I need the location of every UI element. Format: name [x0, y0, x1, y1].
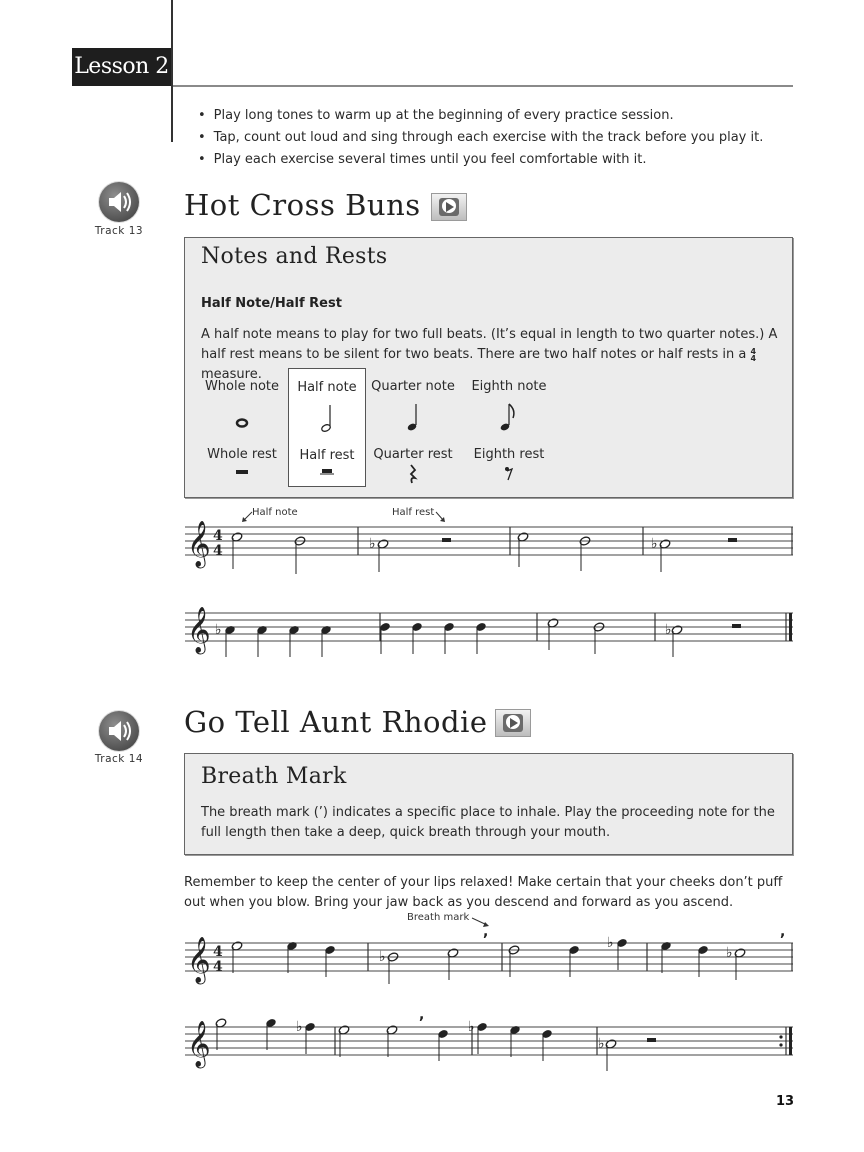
eighth-symbol: Eighth note Eighth rest: [461, 368, 557, 487]
box-text: The breath mark (’) indicates a specific place to inhale. Play the proceeding note for the full length then take a deep, quick breath through your mouth.: [201, 805, 775, 840]
whole-note-icon: [235, 418, 249, 428]
half-rest-icon: [320, 469, 334, 475]
arrow-icon: [470, 915, 492, 929]
quarter-symbol: Quarter note Quarter rest: [367, 368, 459, 487]
svg-text:♭: ♭: [726, 945, 733, 961]
svg-text:♭: ♭: [369, 536, 376, 552]
quarter-rest-icon: [408, 464, 418, 484]
svg-text:♭: ♭: [665, 622, 672, 638]
play-button[interactable]: [431, 193, 467, 221]
breath-mark-icon: ,: [483, 928, 489, 940]
box-title: Notes and Rests: [201, 244, 388, 269]
music-staff: [185, 512, 795, 574]
box-text: A half note means to play for two full beats. (It’s equal in length to two quarter notes.) A half rest means to be silent for two beats. There are two half notes or half rests in a 4 4 measure.: [201, 327, 778, 382]
svg-text:4: 4: [213, 959, 223, 975]
svg-text:♭: ♭: [379, 949, 386, 965]
horizontal-rule: [173, 85, 793, 87]
breath-mark-icon: ,: [780, 928, 786, 940]
annotation-half-rest: Half rest: [392, 507, 435, 518]
svg-text:♭: ♭: [607, 935, 614, 951]
svg-text:4: 4: [213, 944, 223, 960]
quarter-note-icon: [406, 402, 420, 432]
svg-text:♭: ♭: [598, 1036, 605, 1052]
tips-list: [198, 105, 763, 171]
lesson-label: Lesson 2: [72, 48, 171, 86]
box-title: Breath Mark: [201, 764, 347, 789]
annotation-half-note: Half note: [252, 507, 298, 518]
music-staff: [185, 928, 795, 990]
breath-mark-box: [184, 753, 793, 855]
eighth-rest-icon: [504, 466, 514, 482]
track-label: Track 14: [94, 753, 144, 765]
whole-rest-icon: [236, 469, 248, 475]
whole-symbol: Whole note Whole rest: [197, 368, 287, 487]
play-button[interactable]: [495, 709, 531, 737]
instruction-paragraph: Remember to keep the center of your lips relaxed! Make certain that your cheeks don’t puff out when you blow. Bring your jaw back as you descend and forward as you ascend.: [184, 875, 783, 910]
page-number: 13: [776, 1094, 795, 1109]
symbol-chart: [197, 368, 567, 488]
song-title: Go Tell Aunt Rhodie: [184, 705, 488, 739]
song-title: Hot Cross Buns: [184, 188, 421, 222]
vertical-rule: [171, 0, 173, 142]
svg-text:♭: ♭: [651, 536, 658, 552]
half-symbol: Half note Half rest: [288, 368, 366, 487]
svg-text:4: 4: [213, 543, 223, 559]
tip-item: • Tap, count out loud and sing through each exercise with the track before you play it.: [198, 127, 763, 149]
treble-clef-icon: 𝄞: [187, 937, 211, 983]
svg-text:♭: ♭: [296, 1019, 303, 1035]
tip-item: • Play long tones to warm up at the beginning of every practice session.: [198, 105, 763, 127]
speaker-icon[interactable]: [99, 182, 139, 222]
treble-clef-icon: 𝄞: [187, 1021, 211, 1067]
music-staff: [185, 1012, 795, 1074]
annotation-breath-mark: Breath mark: [407, 912, 470, 923]
time-signature-inline: 4 4: [750, 346, 757, 363]
track-label: Track 13: [94, 225, 144, 237]
svg-text:♭: ♭: [215, 622, 222, 638]
half-note-icon: [320, 403, 334, 433]
speaker-icon[interactable]: [99, 711, 139, 751]
treble-clef-icon: 𝄞: [187, 521, 211, 567]
eighth-note-icon: [500, 402, 518, 432]
tip-item: • Play each exercise several times until you feel comfortable with it.: [198, 149, 763, 171]
treble-clef-icon: 𝄞: [187, 607, 211, 653]
breath-mark-icon: ,: [419, 1012, 425, 1023]
box-subtitle: Half Note/Half Rest: [201, 296, 342, 311]
svg-text:4: 4: [213, 528, 223, 544]
music-staff: [185, 598, 795, 660]
svg-text:♭: ♭: [468, 1019, 475, 1035]
